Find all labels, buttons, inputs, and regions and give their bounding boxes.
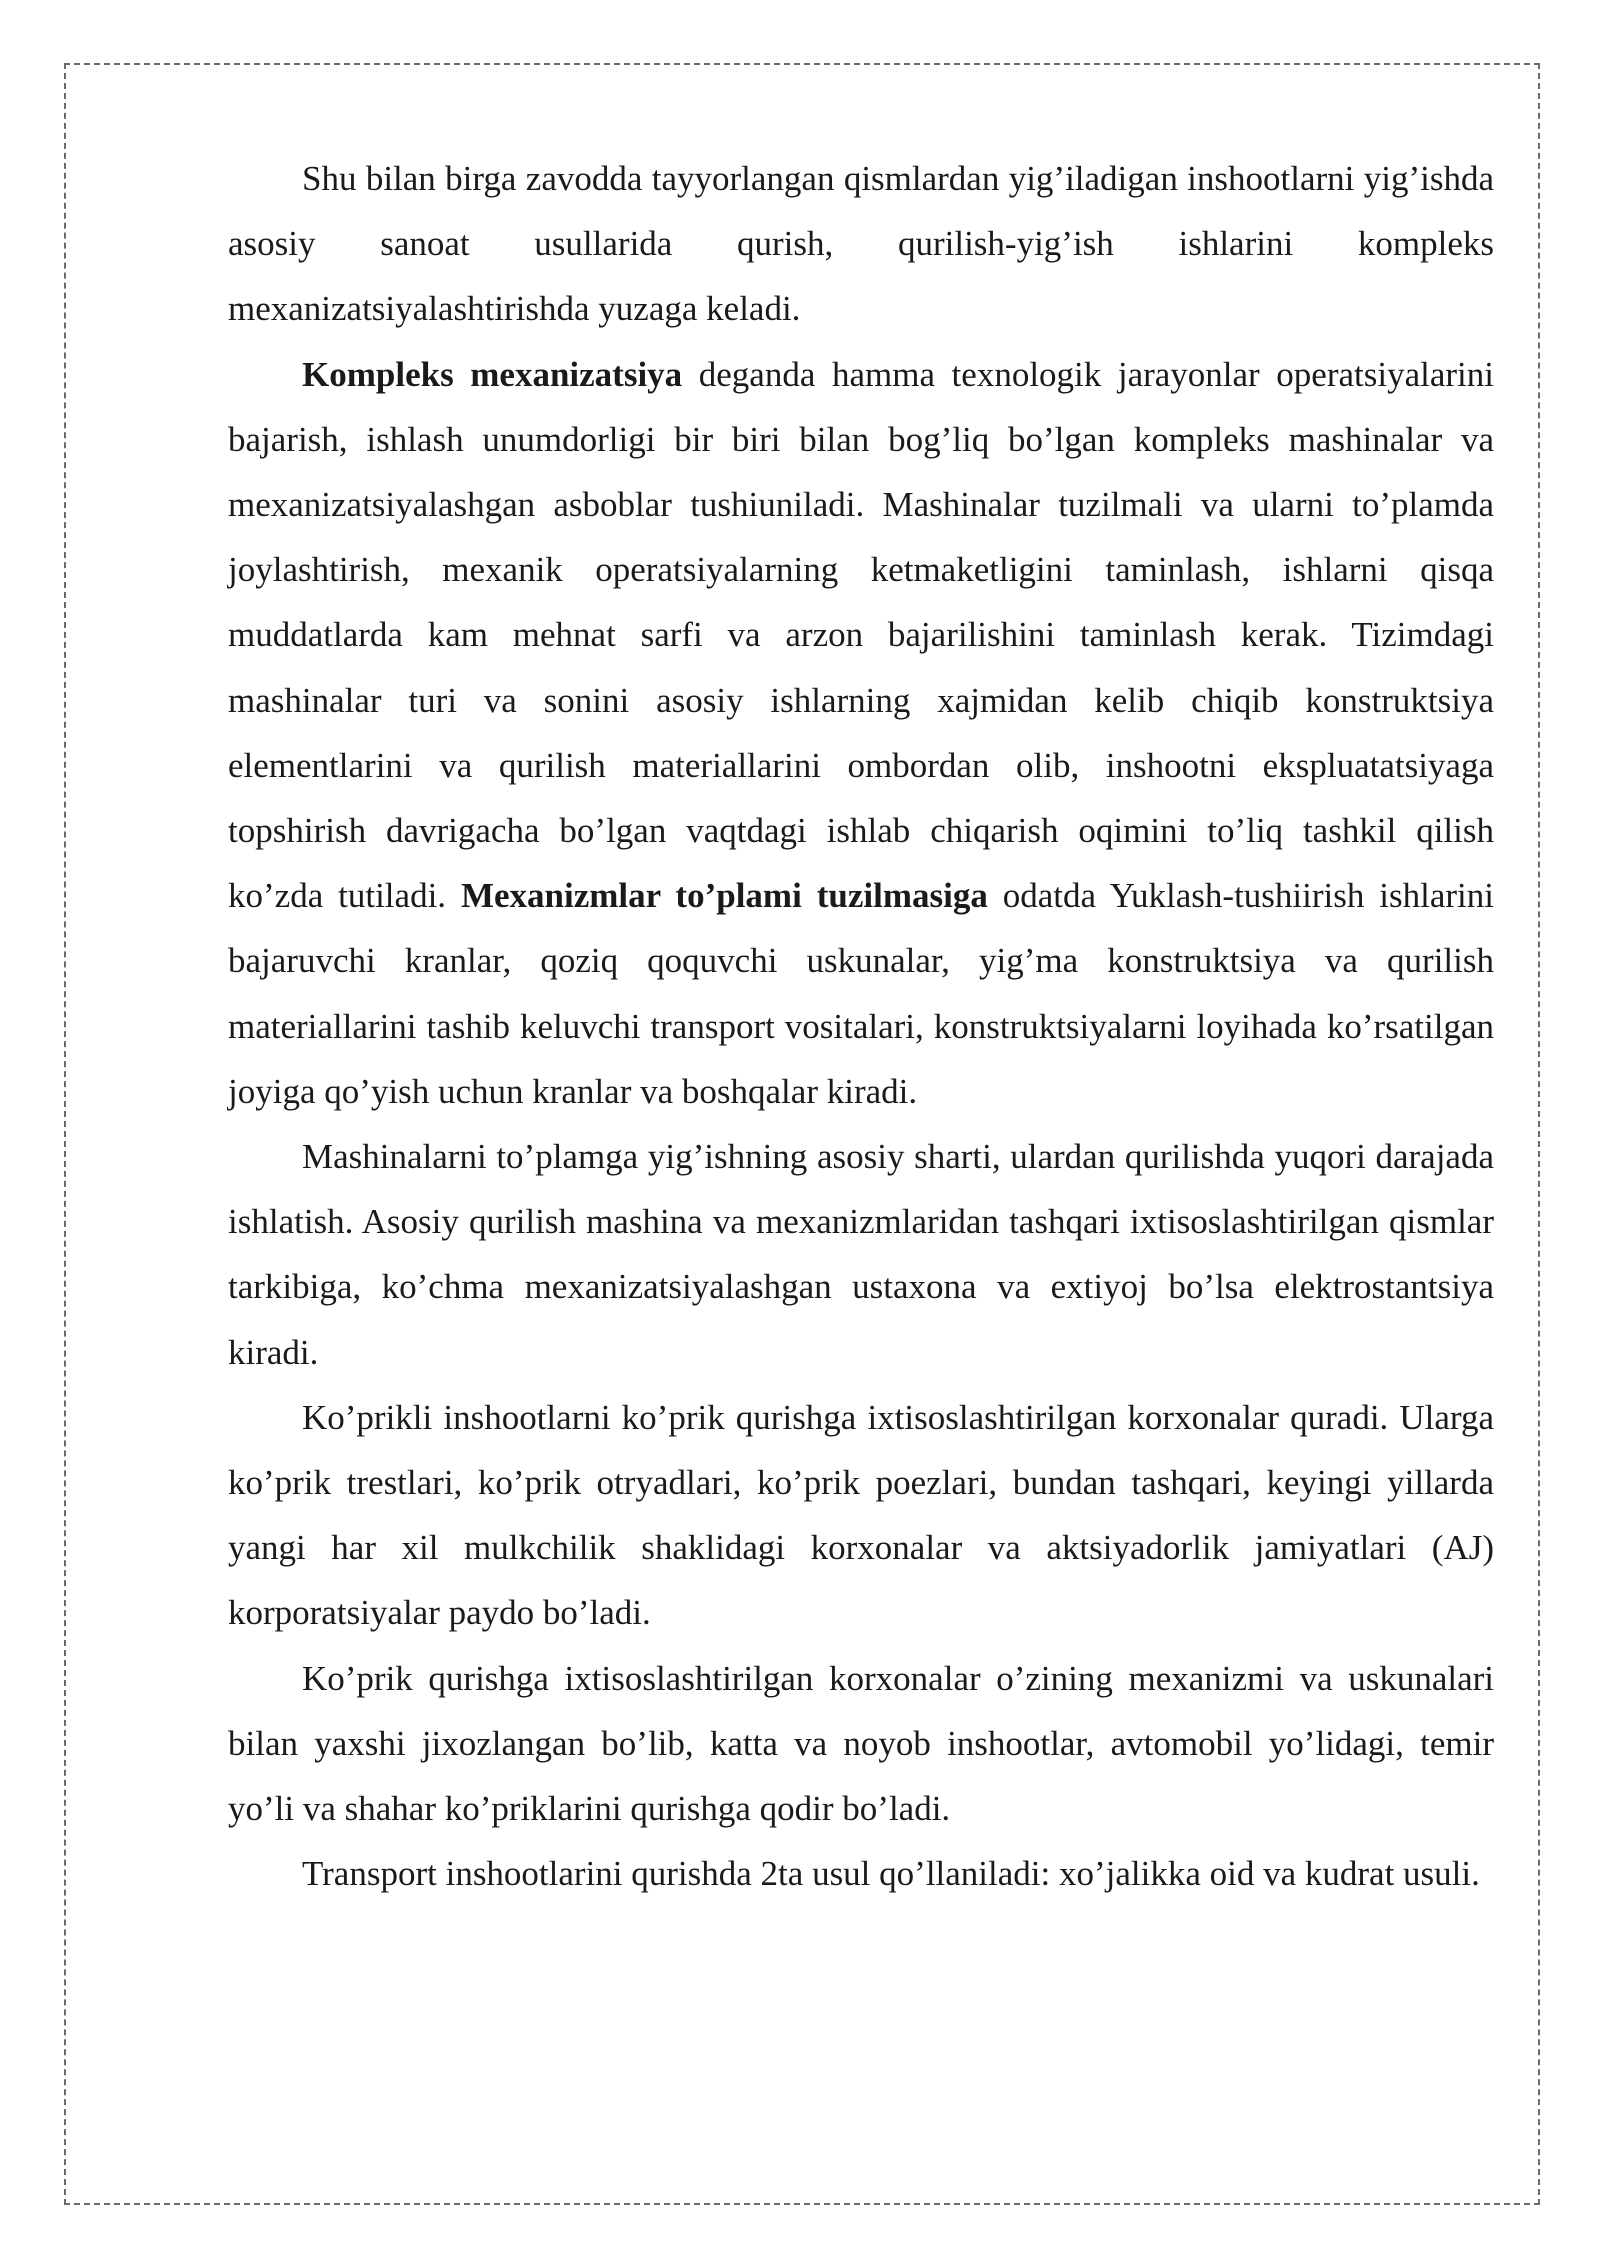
text-run: Ko’prikli inshootlarni ko’prik qurishga ixtisoslashtirilgan korxonalar quradi. Ularga ko’prik trestlari, ko’prik otryadlari, ko’prik poezlari, bundan tashqari, keyingi yillarda yangi har xil mulkchilik shaklidagi korxonalar va aktsiyadorlik jamiyatlari (AJ) korporatsiyalar paydo bo’ladi. — [228, 1397, 1494, 1633]
bold-term: Kompleks mexanizatsiya — [302, 354, 683, 394]
bold-term: Mexanizmlar to’plami tuzilmasiga — [460, 876, 988, 916]
document-body — [228, 146, 1494, 1906]
paragraph — [228, 146, 1494, 342]
text-run: deganda hamma texnologik jarayonlar operatsiyalarini bajarish, ishlash unumdorligi bir biri bilan bog’liq bo’lgan kompleks mashinalar va mexanizatsiyalashgan asboblar tushiuniladi. Mashinalar tuzilmali va ularni to’plamda joylashtirish, mexanik operatsiyalarning ketmaketligini taminlash, ishlarni qisqa muddatlarda kam mehnat sarfi va arzon bajarilishini taminlash kerak. Tizimdagi mashinalar turi va sonini asosiy ishlarning xajmidan kelib chiqib konstruktsiya elementlarini va qurilish materiallarini ombordan olib, inshootni ekspluatatsiyaga topshirish davrigacha bo’lgan vaqtdagi ishlab chiqarish oqimini to’liq tashkil qilish ko’zda tutiladi. — [228, 354, 1494, 916]
text-run: odatda Yuklash-tushiirish ishlarini bajaruvchi kranlar, qoziq qoquvchi uskunalar, yig’ma konstruktsiya va qurilish materiallarini tashib keluvchi transport vositalari, konstruktsiyalarni loyihada ko’rsatilgan joyiga qo’yish uchun kranlar va boshqalar kiradi. — [228, 876, 1494, 1111]
paragraph — [228, 1385, 1494, 1646]
text-run: Transport inshootlarini qurishda 2ta usul qo’llaniladi: xo’jalikka oid va kudrat usuli. — [302, 1854, 1480, 1894]
paragraph — [228, 342, 1494, 1124]
paragraph — [228, 1841, 1494, 1906]
paragraph — [228, 1646, 1494, 1842]
paragraph — [228, 1124, 1494, 1385]
text-run: Ko’prik qurishga ixtisoslashtirilgan korxonalar o’zining mexanizmi va uskunalari bilan yaxshi jixozlangan bo’lib, katta va noyob inshootlar, avtomobil yo’lidagi, temir yo’li va shahar ko’priklarini qurishga qodir bo’ladi. — [228, 1658, 1494, 1829]
text-run: Mashinalarni to’plamga yig’ishning asosiy sharti, ulardan qurilishda yuqori darajada ishlatish. Asosiy qurilish mashina va mexanizmlaridan tashqari ixtisoslashtirilgan qismlar tarkibiga, ko’chma mexanizatsiyalashgan ustaxona va extiyoj bo’lsa elektrostantsiya kiradi. — [228, 1137, 1494, 1372]
text-run: Shu bilan birga zavodda tayyorlangan qismlardan yig’iladigan inshootlarni yig’ishda asosiy sanoat usullarida qurish, qurilish-yig’ish ishlarini kompleks mexanizatsiyalashtirishda yuzaga keladi. — [228, 159, 1494, 329]
